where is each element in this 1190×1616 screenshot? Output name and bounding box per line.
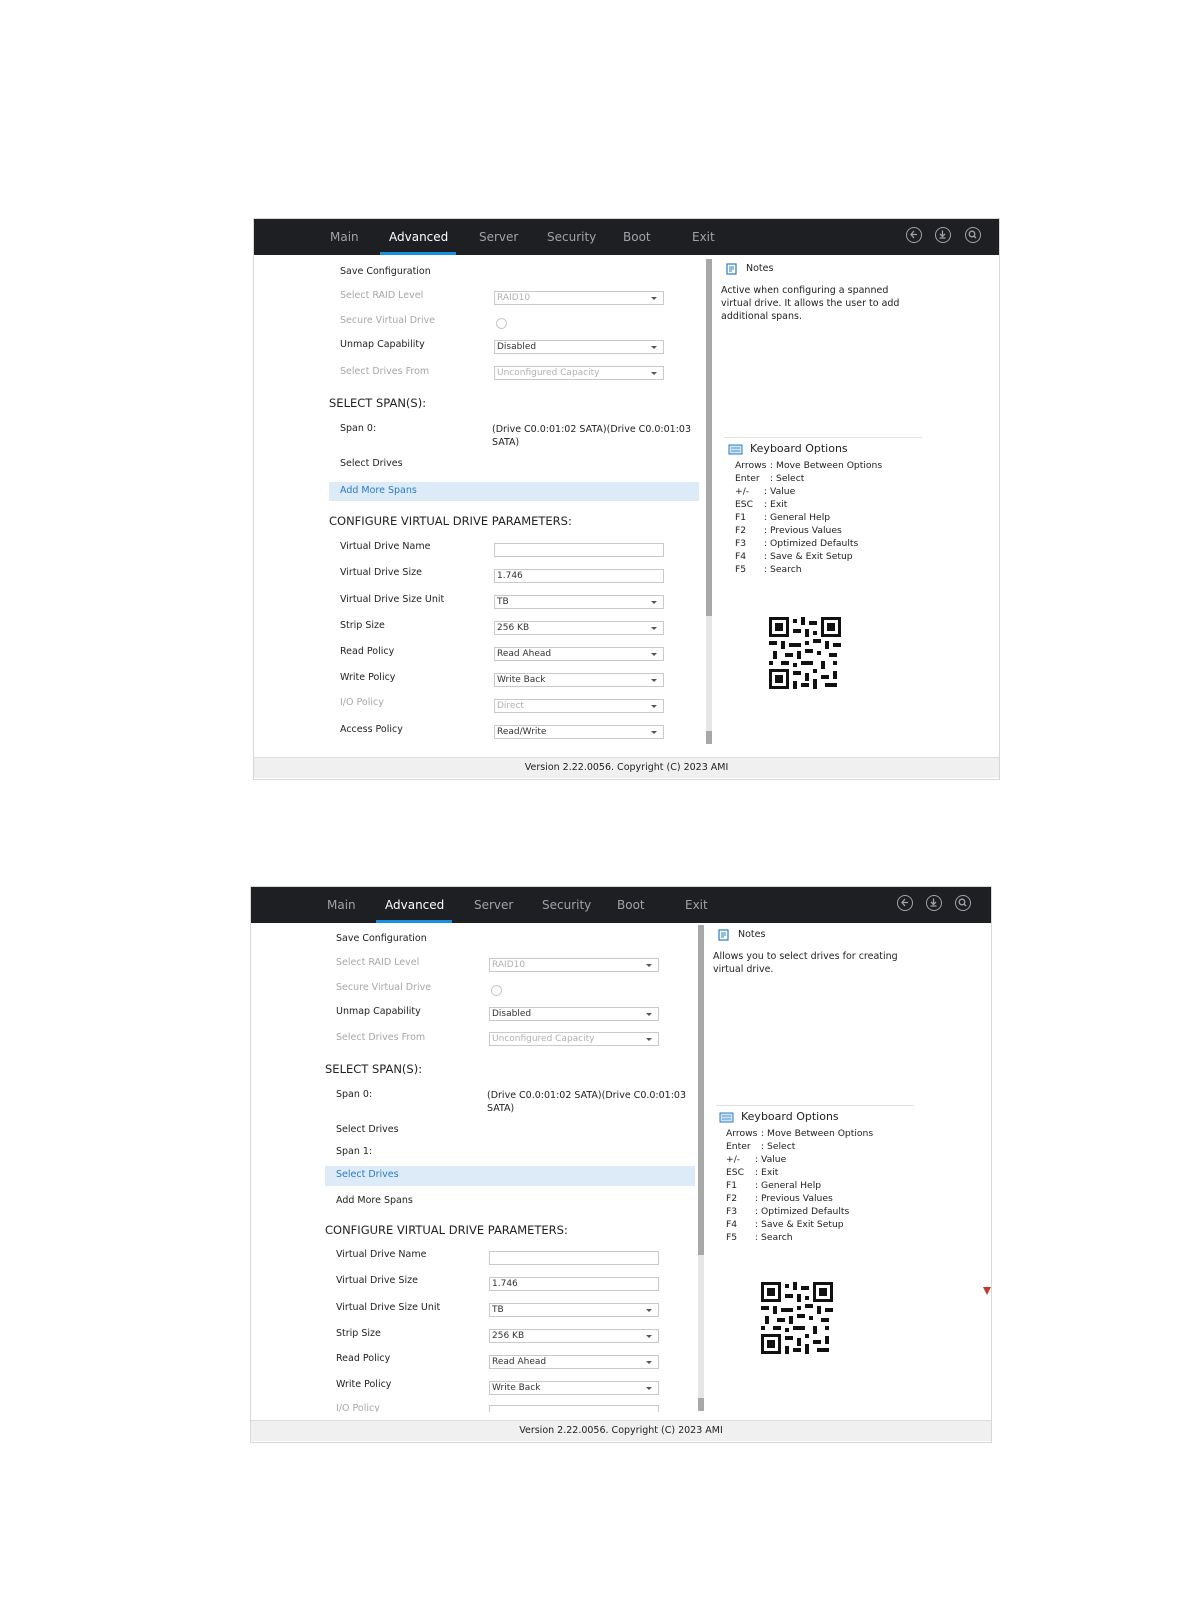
select-drives-from-value: Unconfigured Capacity [492, 1034, 595, 1044]
tab-exit[interactable]: Exit [685, 898, 708, 912]
chevron-down-icon [646, 1387, 652, 1390]
kb-key: +/- [726, 1154, 741, 1165]
unmap-capability-label: Unmap Capability [340, 339, 425, 350]
chevron-down-icon [651, 372, 657, 375]
chevron-down-icon [651, 297, 657, 300]
span1-label: Span 1: [336, 1146, 373, 1157]
kb-desc: : Value [764, 486, 796, 497]
unmap-capability-dropdown[interactable] [489, 1007, 659, 1021]
select-raid-level-label: Select RAID Level [336, 957, 420, 968]
footer-version: Version 2.22.0056. Copyright (C) 2023 AMI [251, 1420, 991, 1441]
kb-row [735, 512, 830, 523]
select-raid-level-value: RAID10 [497, 293, 531, 303]
chevron-down-icon [646, 1013, 652, 1016]
virtual-drive-name-label: Virtual Drive Name [336, 1249, 427, 1260]
select-drives-from-dropdown [489, 1032, 659, 1046]
kb-key: Arrows [735, 460, 767, 471]
notes-line-3: additional spans. [721, 311, 802, 322]
keyboard-separator [716, 1105, 914, 1106]
virtual-drive-size-input[interactable] [489, 1277, 659, 1291]
search-icon[interactable] [955, 895, 971, 911]
tab-boot[interactable]: Boot [617, 898, 645, 912]
tab-exit[interactable]: Exit [692, 230, 715, 244]
tab-security[interactable]: Security [547, 230, 597, 244]
virtual-drive-name-label: Virtual Drive Name [340, 541, 431, 552]
keyboard-options-title: Keyboard Options [741, 1110, 839, 1123]
notes-icon [726, 263, 737, 275]
secure-virtual-drive-label: Secure Virtual Drive [336, 982, 432, 993]
scrollbar-thumb[interactable] [706, 259, 712, 616]
read-policy-dropdown[interactable] [494, 647, 664, 661]
kb-desc: : Move Between Options [761, 1128, 874, 1139]
notes-line-1: Active when configuring a spanned [721, 285, 889, 296]
chevron-down-icon [651, 653, 657, 656]
active-tab-indicator [376, 920, 452, 923]
strip-size-dropdown[interactable] [494, 621, 664, 635]
select-drives-item[interactable]: Select Drives [340, 458, 403, 469]
kb-row [735, 486, 795, 497]
virtual-drive-size-unit-dropdown[interactable] [494, 595, 664, 609]
form-scrollbar[interactable] [698, 925, 704, 1411]
tab-server[interactable]: Server [474, 898, 514, 912]
strip-size-value: 256 KB [492, 1331, 525, 1341]
kb-desc: : Previous Values [764, 525, 842, 536]
tab-main[interactable]: Main [327, 898, 356, 912]
kb-key: Enter [735, 473, 760, 484]
notes-title: Notes [738, 929, 766, 940]
write-policy-dropdown[interactable] [494, 673, 664, 687]
chevron-down-icon [646, 1309, 652, 1312]
tab-boot[interactable]: Boot [623, 230, 651, 244]
kb-desc: : Select [761, 1141, 796, 1152]
kb-key: F1 [735, 512, 747, 523]
kb-row [735, 499, 787, 510]
kb-row [735, 473, 804, 484]
back-icon[interactable] [906, 227, 922, 243]
select-drives-from-label: Select Drives From [340, 366, 430, 377]
virtual-drive-size-unit-label: Virtual Drive Size Unit [340, 594, 445, 605]
mouse-cursor-icon [983, 1287, 991, 1295]
chevron-down-icon [651, 346, 657, 349]
strip-size-value: 256 KB [497, 623, 530, 633]
kb-key: F4 [726, 1219, 738, 1230]
io-policy-label: I/O Policy [340, 697, 384, 708]
select-spans-heading: SELECT SPAN(S): [329, 396, 427, 410]
kb-key: Enter [726, 1141, 751, 1152]
write-policy-value: Write Back [492, 1383, 541, 1393]
select-drives-span1-item[interactable]: Select Drives [336, 1169, 399, 1180]
kb-row [726, 1180, 821, 1191]
read-policy-label: Read Policy [336, 1353, 391, 1364]
chevron-down-icon [646, 1038, 652, 1041]
write-policy-label: Write Policy [340, 672, 396, 683]
chevron-down-icon [646, 1335, 652, 1338]
kb-row [726, 1232, 793, 1243]
secure-virtual-drive-radio [496, 318, 507, 329]
unmap-capability-value: Disabled [492, 1009, 532, 1019]
select-drives-item[interactable]: Select Drives [336, 1124, 399, 1135]
select-drives-from-label: Select Drives From [336, 1032, 426, 1043]
io-policy-label: I/O Policy [336, 1403, 380, 1412]
configure-params-heading: CONFIGURE VIRTUAL DRIVE PARAMETERS: [329, 514, 572, 528]
kb-desc: : Save & Exit Setup [755, 1219, 844, 1230]
unmap-capability-dropdown[interactable] [494, 340, 664, 354]
tab-security[interactable]: Security [542, 898, 592, 912]
kb-row [726, 1167, 778, 1178]
kb-row [735, 460, 882, 471]
span0-value: (Drive C0.0:01:02 SATA)(Drive C0.0:01:03 SATA) [492, 424, 692, 448]
notes-line-1: Allows you to select drives for creating [713, 951, 898, 962]
kb-key: F3 [726, 1206, 738, 1217]
kb-desc: : General Help [755, 1180, 822, 1191]
kb-desc: : Previous Values [755, 1193, 833, 1204]
add-more-spans-item[interactable]: Add More Spans [336, 1195, 413, 1206]
virtual-drive-size-value: 1.746 [492, 1279, 518, 1289]
span0-value: (Drive C0.0:01:02 SATA)(Drive C0.0:01:03 SATA) [487, 1090, 687, 1114]
virtual-drive-name-input[interactable] [494, 543, 664, 557]
kb-row [726, 1154, 786, 1165]
kb-desc: : Optimized Defaults [755, 1206, 850, 1217]
scrollbar-thumb[interactable] [698, 925, 704, 1255]
read-policy-value: Read Ahead [492, 1357, 547, 1367]
tab-server[interactable]: Server [479, 230, 519, 244]
kb-row [735, 551, 853, 562]
kb-desc: : Save & Exit Setup [764, 551, 853, 562]
add-more-spans-item[interactable]: Add More Spans [340, 485, 417, 496]
kb-key: F5 [726, 1232, 738, 1243]
kb-desc: : Exit [764, 499, 788, 510]
select-spans-heading: SELECT SPAN(S): [325, 1062, 423, 1076]
tab-main[interactable]: Main [330, 230, 359, 244]
kb-key: +/- [735, 486, 750, 497]
kb-row [735, 525, 842, 536]
chevron-down-icon [651, 705, 657, 708]
bios-screen-2 [250, 886, 992, 1443]
kb-key: F2 [735, 525, 747, 536]
back-icon[interactable] [897, 895, 913, 911]
secure-virtual-drive-radio [491, 985, 502, 996]
virtual-drive-size-unit-value: TB [497, 597, 509, 607]
active-tab-indicator [380, 252, 456, 255]
kb-row [726, 1193, 833, 1204]
virtual-drive-size-value: 1.746 [497, 571, 523, 581]
kb-row [735, 564, 802, 575]
select-drives-from-value: Unconfigured Capacity [497, 368, 600, 378]
virtual-drive-name-input[interactable] [489, 1251, 659, 1265]
notes-line-2: virtual drive. [713, 964, 774, 975]
chevron-down-icon [651, 679, 657, 682]
kb-desc: : Value [755, 1154, 787, 1165]
save-configuration-item[interactable]: Save Configuration [340, 266, 431, 277]
access-policy-value: Read/Write [497, 727, 547, 737]
kb-key: F2 [726, 1193, 738, 1204]
select-raid-level-dropdown [489, 958, 659, 972]
kb-key: Arrows [726, 1128, 758, 1139]
search-icon[interactable] [965, 227, 981, 243]
qr-code-icon [769, 617, 841, 689]
qr-code-icon [761, 1282, 833, 1354]
strip-size-label: Strip Size [336, 1328, 381, 1339]
write-policy-dropdown[interactable] [489, 1381, 659, 1395]
keyboard-separator [724, 437, 922, 438]
keyboard-icon [719, 1111, 734, 1123]
span0-label: Span 0: [340, 423, 377, 434]
footer-version: Version 2.22.0056. Copyright (C) 2023 AMI [254, 757, 999, 778]
secure-virtual-drive-label: Secure Virtual Drive [340, 315, 436, 326]
chevron-down-icon [651, 601, 657, 604]
unmap-capability-label: Unmap Capability [336, 1006, 421, 1017]
kb-desc: : Optimized Defaults [764, 538, 859, 549]
form-scrollbar[interactable] [706, 259, 712, 744]
download-icon[interactable] [935, 227, 951, 243]
kb-desc: : Exit [755, 1167, 779, 1178]
kb-key: F4 [735, 551, 747, 562]
read-policy-value: Read Ahead [497, 649, 552, 659]
chevron-down-icon [646, 964, 652, 967]
top-menu-bar [254, 219, 999, 255]
notes-icon [718, 929, 729, 941]
download-icon[interactable] [926, 895, 942, 911]
select-drives-from-dropdown [494, 366, 664, 380]
kb-key: F5 [735, 564, 747, 575]
kb-desc: : Move Between Options [770, 460, 883, 471]
kb-key: F1 [726, 1180, 738, 1191]
read-policy-dropdown[interactable] [489, 1355, 659, 1369]
chevron-down-icon [651, 731, 657, 734]
unmap-capability-value: Disabled [497, 342, 537, 352]
io-policy-dropdown [494, 699, 664, 713]
keyboard-options-title: Keyboard Options [750, 442, 848, 455]
access-policy-label: Access Policy [340, 724, 403, 735]
virtual-drive-size-label: Virtual Drive Size [336, 1275, 418, 1286]
notes-title: Notes [746, 263, 774, 274]
bios-screen-1 [253, 218, 1000, 780]
tab-advanced[interactable]: Advanced [389, 230, 449, 244]
write-policy-label: Write Policy [336, 1379, 392, 1390]
virtual-drive-size-unit-value: TB [492, 1305, 504, 1315]
io-policy-value: Direct [497, 701, 524, 711]
strip-size-dropdown[interactable] [489, 1329, 659, 1343]
kb-key: F3 [735, 538, 747, 549]
strip-size-label: Strip Size [340, 620, 385, 631]
kb-desc: : General Help [764, 512, 831, 523]
virtual-drive-size-input[interactable] [494, 569, 664, 583]
virtual-drive-size-unit-label: Virtual Drive Size Unit [336, 1302, 441, 1313]
kb-key: ESC [735, 499, 754, 510]
top-menu-bar [251, 887, 991, 923]
scrollbar-end [706, 731, 712, 744]
kb-desc: : Select [770, 473, 805, 484]
select-raid-level-dropdown [494, 291, 664, 305]
virtual-drive-size-label: Virtual Drive Size [340, 567, 422, 578]
kb-key: ESC [726, 1167, 745, 1178]
span0-label: Span 0: [336, 1089, 373, 1100]
chevron-down-icon [651, 627, 657, 630]
scrollbar-end [698, 1398, 704, 1411]
kb-desc: : Search [755, 1232, 793, 1243]
chevron-down-icon [646, 1361, 652, 1364]
write-policy-value: Write Back [497, 675, 546, 685]
kb-row [726, 1219, 844, 1230]
save-configuration-item[interactable]: Save Configuration [336, 933, 427, 944]
access-policy-dropdown[interactable] [494, 725, 664, 739]
virtual-drive-size-unit-dropdown[interactable] [489, 1303, 659, 1317]
notes-line-2: virtual drive. It allows the user to add [721, 298, 900, 309]
io-policy-dropdown [489, 1405, 659, 1412]
read-policy-label: Read Policy [340, 646, 395, 657]
kb-desc: : Search [764, 564, 802, 575]
kb-row [726, 1128, 873, 1139]
select-raid-level-value: RAID10 [492, 960, 526, 970]
kb-row [735, 538, 858, 549]
tab-advanced[interactable]: Advanced [385, 898, 445, 912]
kb-row [726, 1141, 795, 1152]
keyboard-icon [728, 443, 743, 455]
configure-params-heading: CONFIGURE VIRTUAL DRIVE PARAMETERS: [325, 1223, 568, 1237]
kb-row [726, 1206, 849, 1217]
select-raid-level-label: Select RAID Level [340, 290, 424, 301]
